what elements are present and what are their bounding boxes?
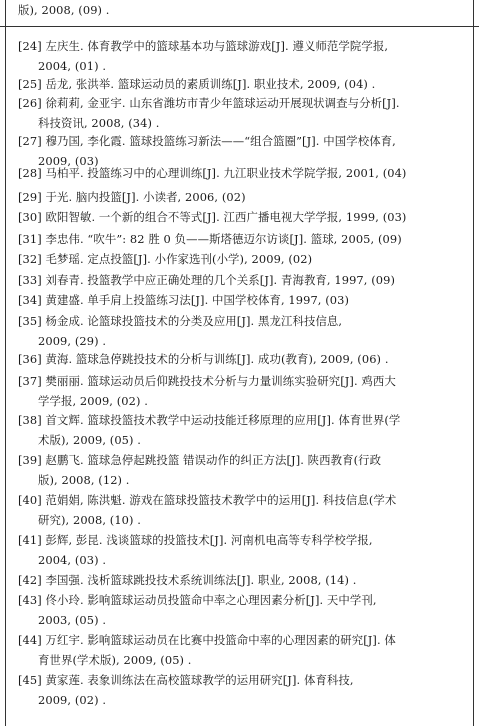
reference-line: [42] 李国强. 浅析篮球跳投技术系统训练法[J]. 职业, 2008, (14) . (18, 573, 357, 587)
reference-line: [39] 赵鹏飞. 篮球急停起跳投篮 错误动作的纠正方法[J]. 陕西教育(行政 (18, 453, 382, 467)
reference-item (18, 74, 470, 94)
reference-item (18, 93, 470, 133)
reference-item (18, 207, 470, 227)
reference-item (18, 371, 470, 411)
reference-line-continued: 育世界(学术版), 2009, (05) . (38, 653, 192, 667)
reference-item (18, 290, 470, 310)
reference-line: [29] 于光. 脑内投篮[J]. 小读者, 2006, (02) (18, 190, 246, 204)
reference-line: [33] 刘春青. 投篮教学中应正确处理的几个关系[J]. 青海教育, 1997, (09) (18, 273, 395, 287)
reference-item (18, 570, 470, 590)
reference-line-continued: 2004, (03) . (38, 553, 107, 567)
reference-line-continued: 科技资讯, 2008, (34) . (38, 116, 160, 130)
reference-line: [24] 左庆生. 体育教学中的篮球基本功与篮球游戏[J]. 遵义师范学院学报, (18, 39, 389, 53)
reference-line-continued: 术版), 2009, (05) . (38, 433, 142, 447)
reference-line-continued: 版), 2008, (12) . (38, 473, 130, 487)
reference-line: [35] 杨金成. 论篮球投篮技术的分类及应用[J]. 黑龙江科技信息, (18, 314, 343, 328)
reference-line-continued: 2009, (03) (38, 154, 99, 168)
reference-line: [27] 穆乃国, 李化霞. 篮球投篮练习新法——“组合篮圈”[J]. 中国学校体育, (18, 134, 396, 148)
reference-line-continued: 2003, (05) . (38, 613, 107, 627)
reference-item (18, 630, 470, 670)
reference-line-continued: 2009, (29) . (38, 334, 107, 348)
top-fragment: 版), 2008, (09) . (18, 3, 110, 17)
reference-item (18, 229, 470, 249)
reference-line: [40] 范娟娟, 陈洪魁. 游戏在篮球投篮技术教学中的运用[J]. 科技信息(学术 (18, 493, 397, 507)
reference-item (18, 670, 470, 710)
reference-item (18, 530, 470, 570)
reference-item (18, 249, 470, 269)
reference-line: [36] 黄海. 篮球急停跳投技术的分析与训练[J]. 成功(教育), 2009, (06) . (18, 352, 389, 366)
reference-line: [44] 万红宇. 影响篮球运动员在比赛中投篮命中率的心理因素的研究[J]. 体 (18, 633, 396, 647)
reference-item (18, 590, 470, 630)
reference-item (18, 163, 470, 183)
reference-line: [32] 毛梦瑶. 定点投篮[J]. 小作家选刊(小学), 2009, (02) (18, 252, 313, 266)
reference-item (18, 311, 470, 351)
reference-line: [38] 首文辉. 篮球投篮技术教学中运动技能迁移原理的应用[J]. 体育世界(学 (18, 413, 401, 427)
reference-line-continued: 学学报, 2009, (02) . (38, 394, 148, 408)
reference-line: [30] 欧阳智敏. 一个新的组合不等式[J]. 江西广播电视大学学报, 1999, (03) (18, 210, 407, 224)
reference-line-continued: 2004, (01) . (38, 59, 107, 73)
reference-item (18, 450, 470, 490)
reference-line: [31] 李忠伟. “吹牛”: 82 胜 0 负——斯塔德迈尔访谈[J]. 篮球, 2005, (09) (18, 232, 402, 246)
reference-line: [26] 徐莉莉, 金亚宇. 山东省潍坊市青少年篮球运动开展现状调查与分析[J]. (18, 96, 400, 110)
reference-line: [28] 马柏平. 投篮练习中的心理训练[J]. 九江职业技术学院学报, 2001, (04) (18, 166, 407, 180)
reference-line: [45] 黄家莲. 表象训练法在高校篮球教学的运用研究[J]. 体育科技, (18, 673, 354, 687)
reference-line: [43] 佟小玲. 影响篮球运动员投篮命中率之心理因素分析[J]. 天中学刊, (18, 593, 377, 607)
right-border (473, 0, 474, 726)
reference-line: [41] 彭辉, 彭昆. 浅谈篮球的投篮技术[J]. 河南机电高等专科学校学报, (18, 533, 373, 547)
reference-item (18, 410, 470, 450)
reference-line: [25] 岳龙, 张洪举. 篮球运动员的素质训练[J]. 职业技术, 2009, (04) . (18, 77, 376, 91)
reference-item (18, 36, 470, 76)
top-rule (0, 26, 479, 27)
reference-item (18, 349, 470, 369)
reference-item (18, 490, 470, 530)
reference-line: [34] 黄建盛. 单手肩上投篮练习法[J]. 中国学校体育, 1997, (03) (18, 293, 350, 307)
reference-item (18, 187, 470, 207)
reference-item (18, 270, 470, 290)
left-border (5, 0, 6, 726)
reference-line-continued: 研究), 2008, (10) . (38, 513, 142, 527)
reference-line-continued: 2009, (02) . (38, 693, 107, 707)
reference-line: [37] 樊丽丽. 篮球运动员后仰跳投技术分析与力量训练实验研究[J]. 鸡西大 (18, 374, 396, 388)
